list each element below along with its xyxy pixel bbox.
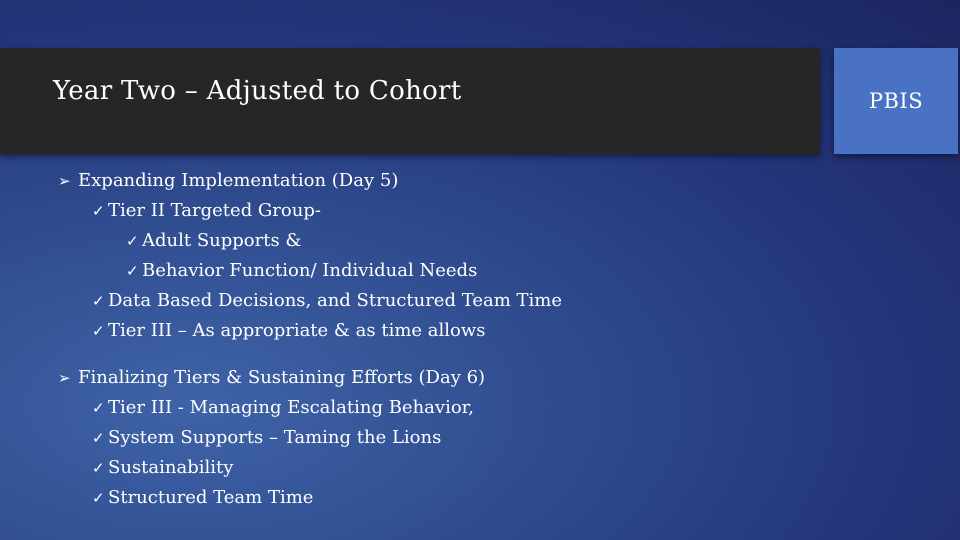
list-item-text: System Supports – Taming the Lions bbox=[108, 427, 442, 448]
list-item-text: Data Based Decisions, and Structured Team Time bbox=[108, 290, 562, 311]
list-item bbox=[58, 423, 818, 453]
checkmark-bullet-icon: ✓ bbox=[92, 459, 105, 477]
checkmark-bullet-icon: ✓ bbox=[92, 399, 105, 417]
sub-list-item-text: Behavior Function/ Individual Needs bbox=[142, 260, 478, 281]
slide-title: Year Two – Adjusted to Cohort bbox=[53, 76, 462, 106]
section-heading bbox=[58, 363, 818, 393]
checkmark-bullet-icon: ✓ bbox=[92, 292, 105, 310]
arrow-bullet-icon: ➢ bbox=[58, 369, 71, 387]
sub-list-item bbox=[58, 226, 818, 256]
pbis-badge-label: PBIS bbox=[868, 89, 924, 113]
list-item-text: Sustainability bbox=[108, 457, 234, 478]
checkmark-bullet-icon: ✓ bbox=[92, 489, 105, 507]
section-spacer bbox=[58, 346, 818, 363]
list-item bbox=[58, 453, 818, 483]
slide-content bbox=[58, 166, 818, 513]
section-heading-text: Finalizing Tiers & Sustaining Efforts (Day 6) bbox=[78, 367, 486, 388]
list-item-text: Tier III – As appropriate & as time allows bbox=[108, 320, 486, 341]
sub-list-item bbox=[58, 256, 818, 286]
pbis-badge bbox=[834, 48, 958, 154]
section-heading bbox=[58, 166, 818, 196]
list-item-text: Structured Team Time bbox=[108, 487, 314, 508]
list-item-text: Tier III - Managing Escalating Behavior, bbox=[108, 397, 475, 418]
checkmark-bullet-icon: ✓ bbox=[92, 322, 105, 340]
section-heading-text: Expanding Implementation (Day 5) bbox=[78, 170, 399, 191]
sub-list-item-text: Adult Supports & bbox=[142, 230, 302, 251]
checkmark-bullet-icon: ✓ bbox=[92, 429, 105, 447]
list-item bbox=[58, 286, 818, 316]
list-item bbox=[58, 483, 818, 513]
checkmark-bullet-icon: ✓ bbox=[126, 232, 139, 250]
list-item-text: Tier II Targeted Group- bbox=[108, 200, 321, 221]
list-item bbox=[58, 316, 818, 346]
list-item bbox=[58, 196, 818, 226]
list-item bbox=[58, 393, 818, 423]
arrow-bullet-icon: ➢ bbox=[58, 172, 71, 190]
checkmark-bullet-icon: ✓ bbox=[126, 262, 139, 280]
checkmark-bullet-icon: ✓ bbox=[92, 202, 105, 220]
